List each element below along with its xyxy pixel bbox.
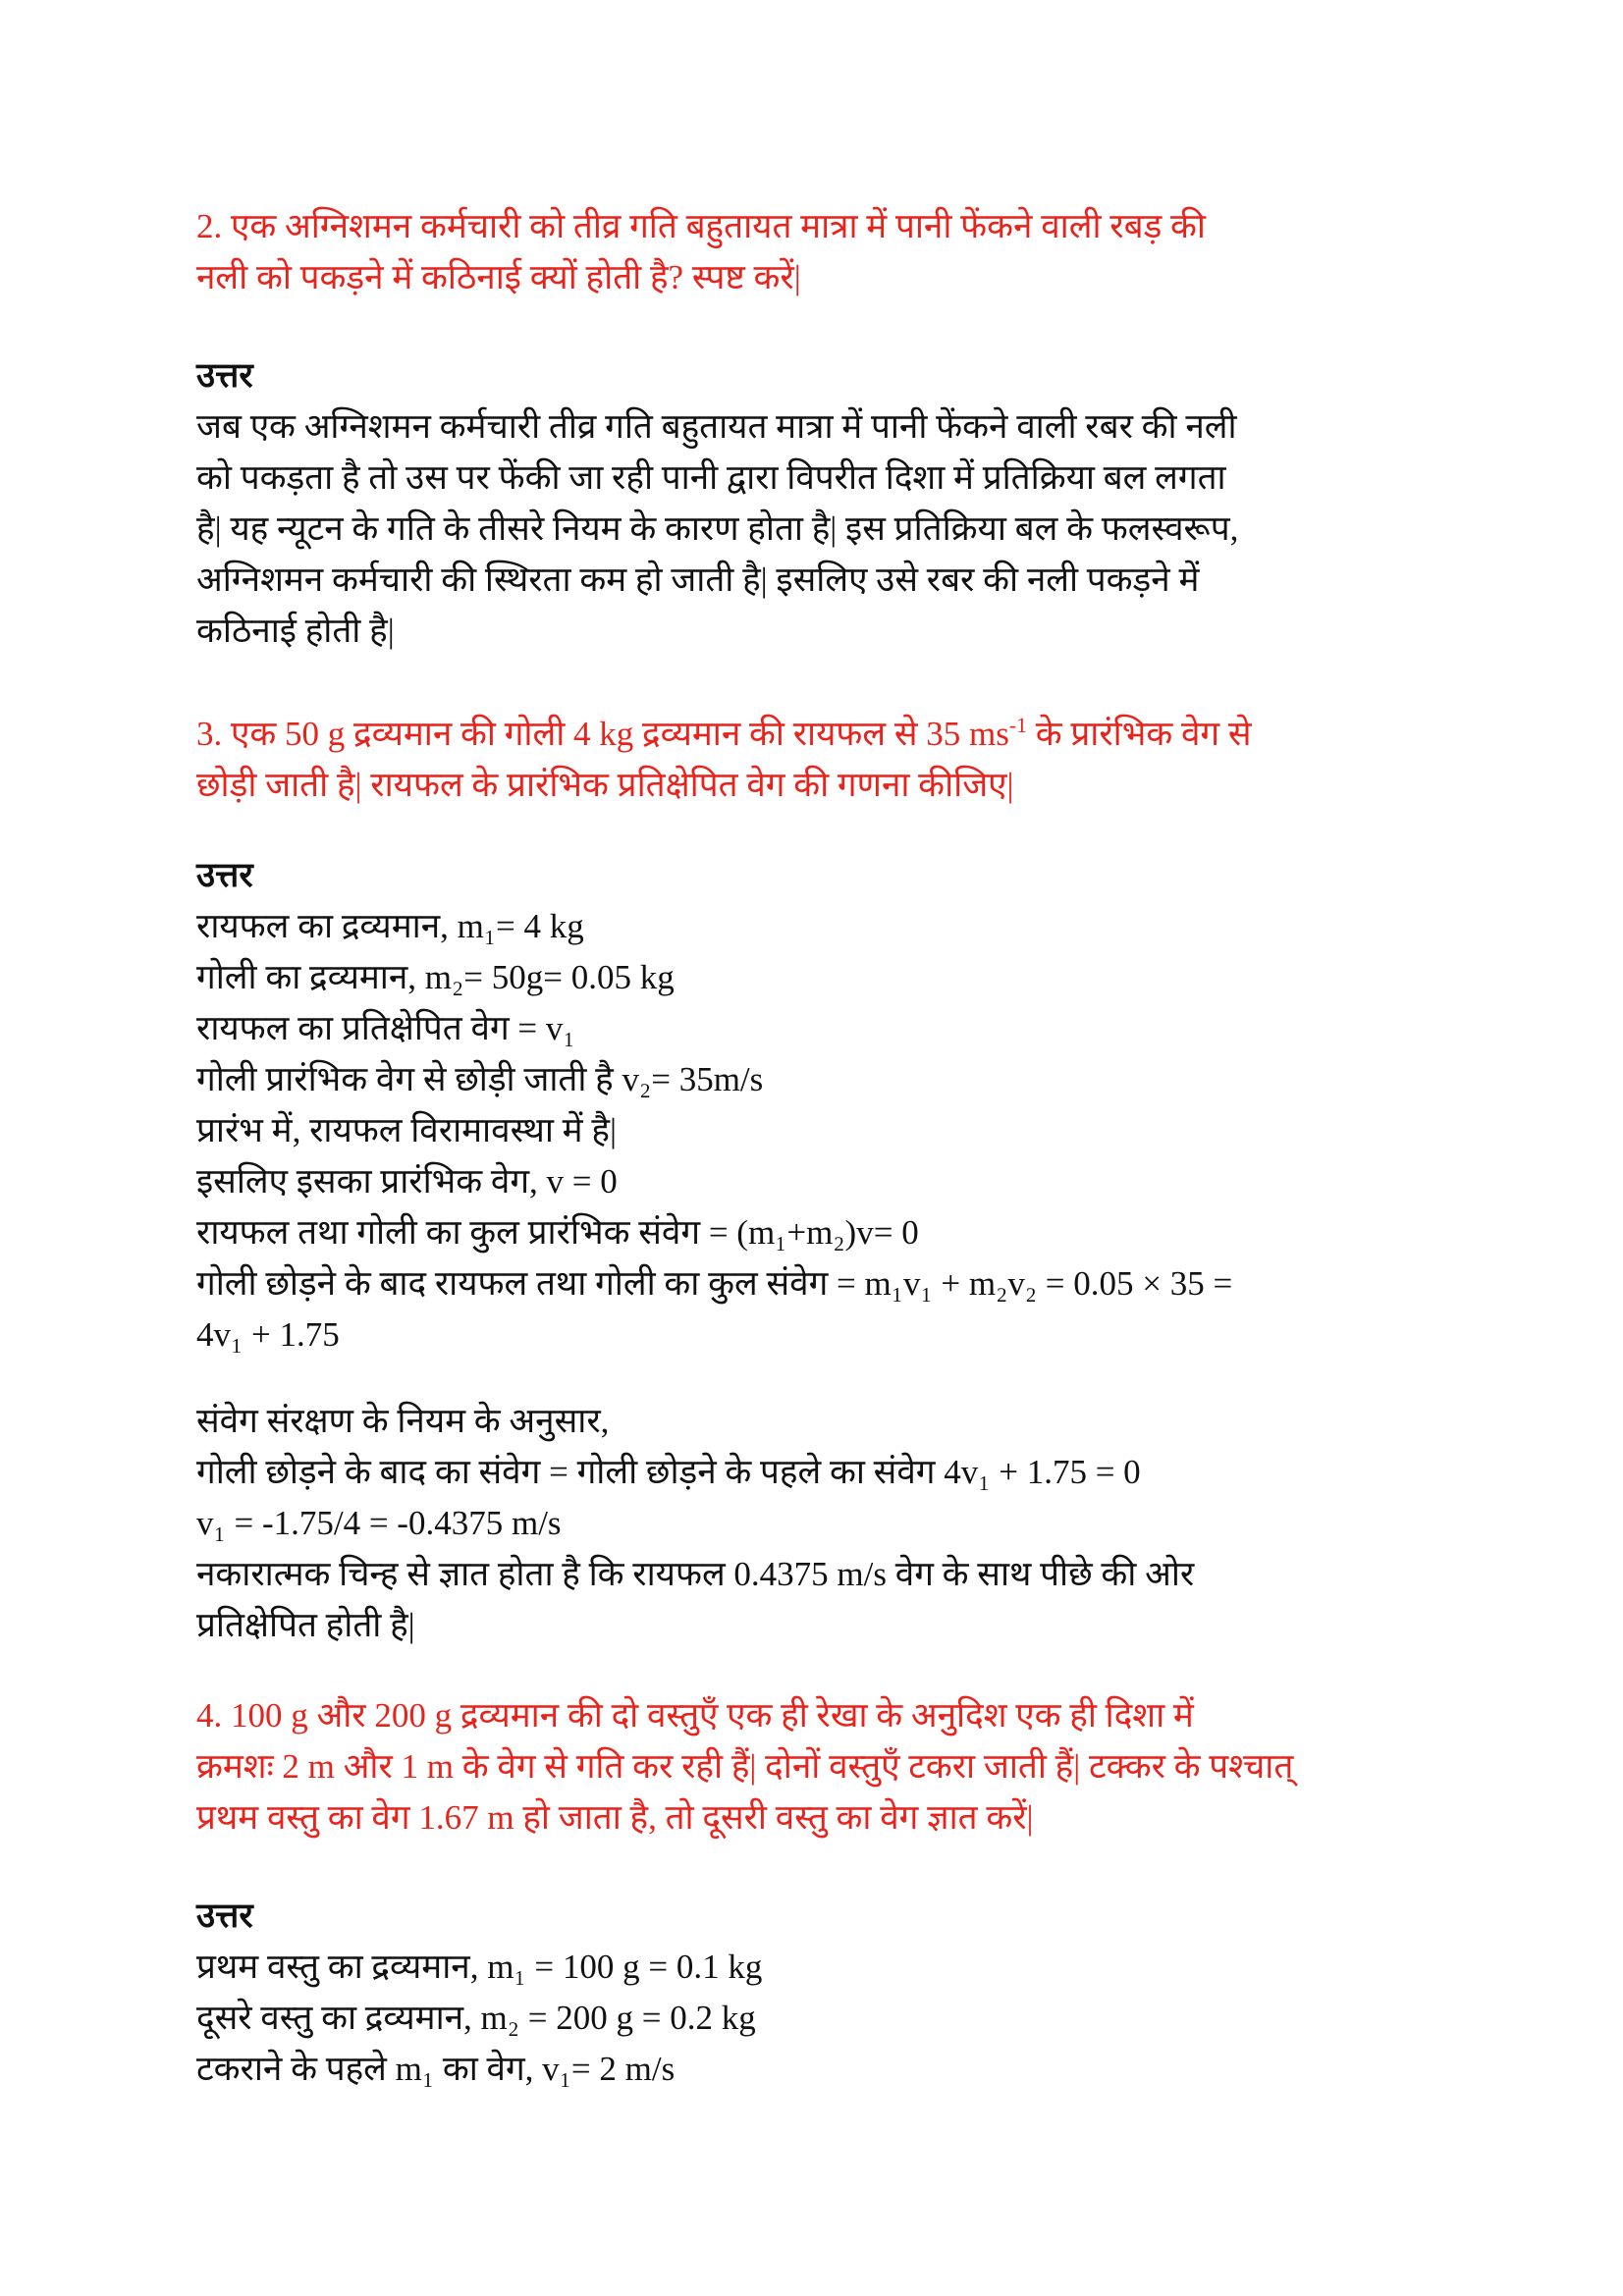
question-3 (196, 700, 1463, 811)
answer-3-line: 4v₁ + 1.75 (196, 1315, 340, 1354)
answer-3-line: रायफल तथा गोली का कुल प्रारंभिक संवेग = (m₁+m₂)v= 0 (196, 1213, 919, 1252)
answer-3-continued (196, 1396, 1463, 1651)
question-3-line: छोड़ी जाती है| रायफल के प्रारंभिक प्रतिक्षेपित वेग की गणना कीजिए| (196, 766, 1014, 805)
answer-3 (196, 850, 1463, 1361)
answer-3-line: v₁ = -1.75/4 = -0.4375 m/s (196, 1504, 562, 1542)
answer-3-line: नकारात्मक चिन्ह से ज्ञात होता है कि रायफल 0.4375 m/s वेग के साथ पीछे की ओर (196, 1555, 1195, 1593)
answer-4-line: दूसरे वस्तु का द्रव्यमान, m₂ = 200 g = 0.2 kg (196, 1999, 756, 2037)
question-2 (196, 201, 1463, 303)
answer-2 (196, 350, 1463, 657)
answer-2-line: अग्निशमन कर्मचारी की स्थिरता कम हो जाती है| इसलिए उसे रबर की नली पकड़ने में (196, 561, 1200, 599)
answer-4 (196, 1891, 1463, 2095)
answer-3-line: गोली का द्रव्यमान, m₂= 50g= 0.05 kg (196, 958, 675, 996)
question-4 (196, 1690, 1463, 1843)
answer-3-line: रायफल का प्रतिक्षेपित वेग = v₁ (196, 1009, 575, 1047)
answer-4-line: टकराने के पहले m₁ का वेग, v₁= 2 m/s (196, 2050, 676, 2088)
answer-2-line: को पकड़ता है तो उस पर फेंकी जा रही पानी द्वारा विपरीत दिशा में प्रतिक्रिया बल लगता (196, 458, 1226, 497)
question-4-line: 4. 100 g और 200 g द्रव्यमान की दो वस्तुएँ एक ही रेखा के अनुदिश एक ही दिशा में (196, 1696, 1194, 1735)
answer-4-line: प्रथम वस्तु का द्रव्यमान, m₁ = 100 g = 0.1 kg (196, 1948, 763, 1986)
question-2-line: 2. एक अग्निशमन कर्मचारी को तीव्र गति बहुतायत मात्रा में पानी फेंकने वाली रबड़ की (196, 207, 1206, 245)
answer-heading: उत्तर (196, 356, 253, 395)
question-4-line: क्रमशः 2 m और 1 m के वेग से गति कर रही हैं| दोनों वस्तुएँ टकरा जाती हैं| टक्कर के पश्चात् (196, 1747, 1294, 1786)
answer-3-line: संवेग संरक्षण के नियम के अनुसार, (196, 1402, 610, 1440)
question-3-exponent: -1 (1008, 714, 1027, 737)
answer-3-line: गोली छोड़ने के बाद का संवेग = गोली छोड़ने के पहले का संवेग 4v₁ + 1.75 = 0 (196, 1453, 1141, 1491)
answer-3-line: गोली छोड़ने के बाद रायफल तथा गोली का कुल संवेग = m₁v₁ + m₂v₂ = 0.05 × 35 = (196, 1264, 1233, 1303)
answer-3-line: प्रतिक्षेपित होती है| (196, 1606, 415, 1644)
answer-3-line: इसलिए इसका प्रारंभिक वेग, v = 0 (196, 1162, 618, 1201)
question-3-text: 3. एक 50 g द्रव्यमान की गोली 4 kg द्रव्यमान की रायफल से 35 ms (196, 715, 1009, 754)
answer-heading: उत्तर (196, 1896, 253, 1935)
question-2-line: नली को पकड़ने में कठिनाई क्यों होती है? स्पष्ट करें| (196, 258, 801, 296)
question-4-line: प्रथम वस्तु का वेग 1.67 m हो जाता है, तो दूसरी वस्तु का वेग ज्ञात करें| (196, 1798, 1034, 1837)
answer-2-line: जब एक अग्निशमन कर्मचारी तीव्र गति बहुतायत मात्रा में पानी फेंकने वाली रबर की नली (196, 407, 1237, 446)
question-3-text: के प्रारंभिक वेग से (1026, 715, 1252, 754)
answer-3-line: प्रारंभ में, रायफल विरामावस्था में है| (196, 1111, 617, 1149)
answer-2-line: कठिनाई होती है| (196, 612, 395, 650)
answer-3-line: गोली प्रारंभिक वेग से छोड़ी जाती है v₂= 35m/s (196, 1060, 764, 1098)
answer-3-line: रायफल का द्रव्यमान, m₁= 4 kg (196, 907, 584, 945)
answer-heading: उत्तर (196, 856, 253, 894)
answer-2-line: है| यह न्यूटन के गति के तीसरे नियम के कारण होता है| इस प्रतिक्रिया बल के फलस्वरूप, (196, 509, 1239, 548)
question-3-line (196, 700, 1463, 760)
